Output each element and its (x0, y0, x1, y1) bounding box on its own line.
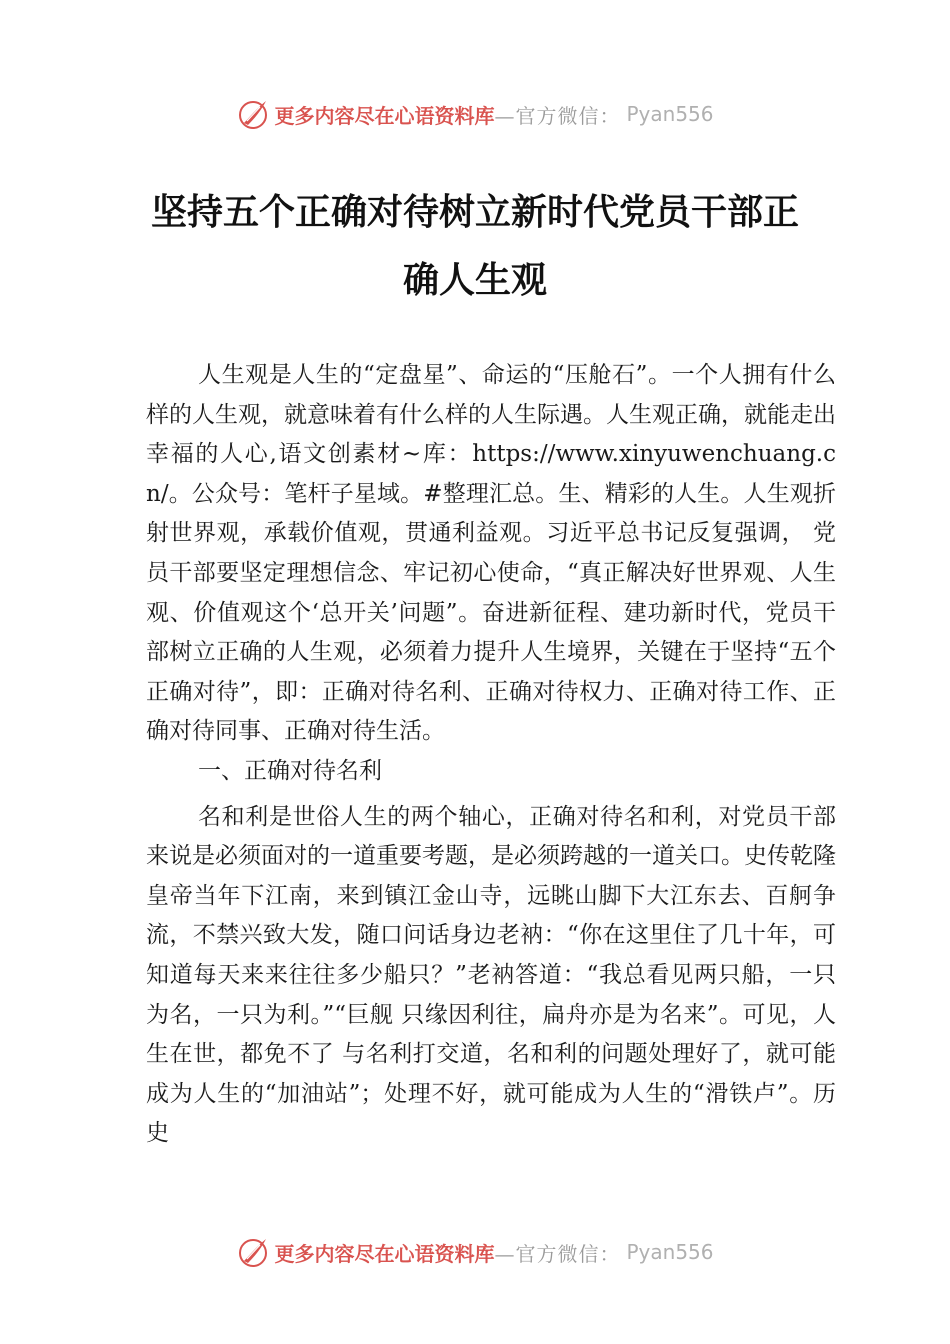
watermark-wechat-id: Pyan556 (626, 102, 714, 126)
watermark-wechat-id: Pyan556 (626, 1240, 714, 1264)
document-title-line-1: 坚持五个正确对待树立新时代党员干部正 (150, 191, 799, 233)
body-paragraph-intro: 人生观是人生的“定盘星”、命运的“压舱石”。一个人拥有什么样的人生观，就意味着有什么样的人生际遇。人生观正确，就能走出幸福的人心,语文创素材~库：https://www.xinyuwenchuang.cn/。公众号：笔杆子星域。#整理汇总。生、精彩的人生。人生观折射世界观，承载价值观，贯通利益观。习近平总书记反复强调， 党员干部要坚定理想信念、牢记初心使命，“真正解决好世界观、人生观、价值观这个‘总开关’问题”。奋进新征程、建功新时代，党员干部树立正确的人生观，必须着力提升人生境界，关键在于坚持“五个正确对待”，即：正确对待名利、正确对待权力、正确对待工作、正确对待同事、正确对待生活。 (146, 362, 836, 745)
pen-quill-logo-icon (236, 97, 270, 131)
watermark-banner-bottom (0, 1232, 950, 1272)
body-paragraph-fame-fortune: 名和利是世俗人生的两个轴心，正确对待名和利，对党员干部来说是必须面对的一道重要考题，是必须跨越的一道关口。史传乾隆皇帝当年下江南，来到镇江金山寺，远眺山脚下大江东去、百舸争流，不禁兴致大发，随口问话身边老衲：“你在这里住了几十年，可知道每天来来往往多少船只？”老衲答道：“我总看见两只船，一只为名，一只为利。”“巨舰 只缘因利往，扁舟亦是为名来”。可见，人生在世，都免不了 与名利打交道，名和利的问题处理好了，就可能成为人生的“加油站”；处理不好，就可能成为人生的“滑铁卢”。历史 (146, 803, 836, 1147)
watermark-banner-top (0, 94, 950, 134)
watermark-main-text: 更多内容尽在心语资料库 (274, 1241, 495, 1266)
watermark-sub-text: —官方微信： (494, 103, 621, 128)
document-title-line-2: 确人生观 (402, 259, 547, 301)
section-heading-1: 一、正确对待名利 (198, 757, 382, 784)
watermark-main-text: 更多内容尽在心语资料库 (274, 103, 495, 128)
watermark-sub-text: —官方微信： (494, 1241, 621, 1266)
document-body (146, 356, 836, 1154)
pen-quill-logo-icon (236, 1235, 270, 1269)
